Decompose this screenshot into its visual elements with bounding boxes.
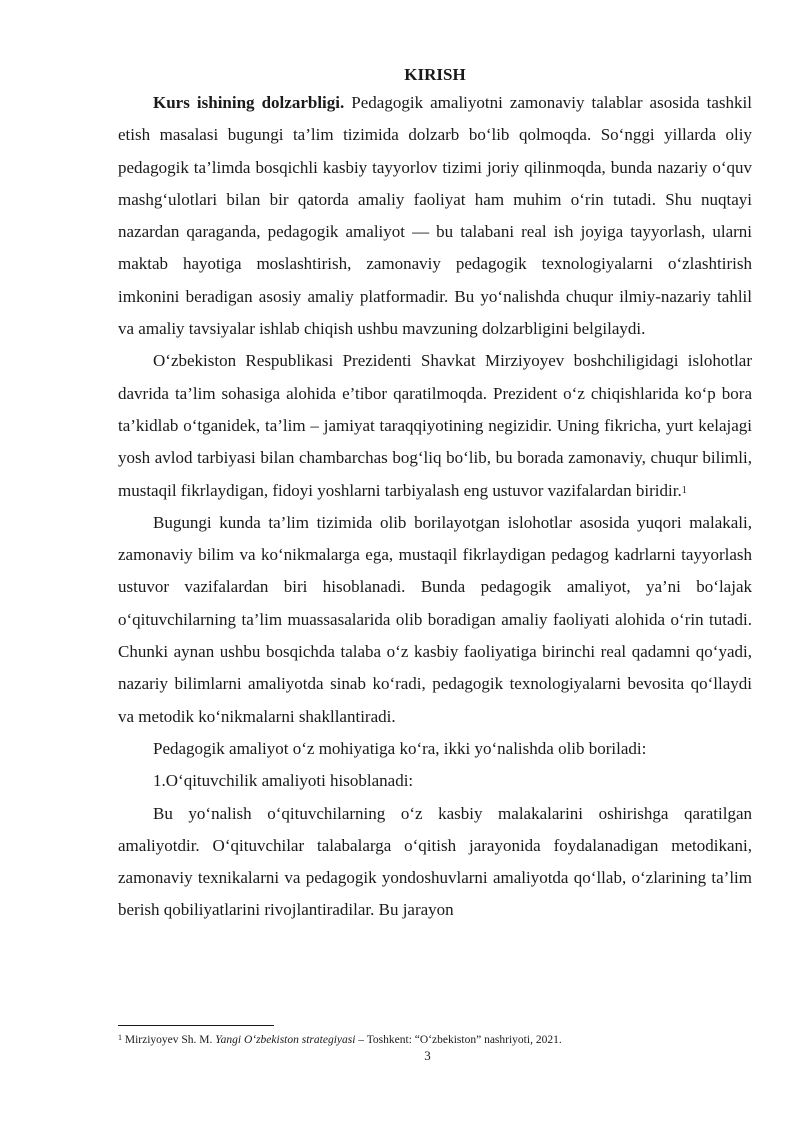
footnote-mark: 1 <box>118 1033 122 1042</box>
paragraph-teaching-practice: Bu yo‘nalish o‘qituvchilarning o‘z kasbiy malakalarini oshirishga qaratilgan amaliyotdir. O‘qituvchilar talabalarga o‘qitish jarayonida foydalanadigan metodikani, zamonaviy texnikalarni va pedagogik yondoshuvlarni amaliyotda qo‘llab, o‘zlarining ta’lim berish qobiliyatlarini rivojlantiradilar. Bu jarayon <box>118 803 752 920</box>
footnote-reference[interactable]: 1 <box>681 484 687 496</box>
footnote <box>118 1033 752 1047</box>
paragraph-text: Pedagogik amaliyotni zamonaviy talablar asosida tashkil etish masalasi bugungi ta’lim tizimida dolzarb bo‘lib qolmoqda. So‘nggi yillarda oliy pedagogik ta’limda bosqichli kasbiy tayyorlov tizimi joriy qilinmoqda, bunda nazariy o‘quv mashg‘ulotlari bilan bir qatorda amaliy faoliyat ham muhim o‘rin tutadi. Shu nuqtayi nazardan qaraganda, pedagogik amaliyot — bu talabani real ish joyiga tayyorlash, ularni maktab hayotiga moslashtirish, zamonaviy pedagogik texnologiyalarni o‘zlashtirish imkonini beradigan asosiy amaliy platformadir. Bu yo‘nalishda chuqur ilmiy-nazariy tahlil va amaliy tavsiyalar ishlab chiqish ushbu mavzuning dolzarbligini belgilaydi. <box>118 93 752 339</box>
footnote-author: Mirziyoyev Sh. M. <box>122 1034 216 1046</box>
page-title: KIRISH <box>404 65 466 84</box>
paragraph-relevance <box>118 87 752 345</box>
footnote-publisher: – Toshkent: “O‘zbekiston” nashriyoti, 2021. <box>355 1034 562 1046</box>
paragraph-president <box>118 345 752 506</box>
page-content <box>118 64 752 927</box>
footnote-divider <box>118 1025 274 1026</box>
paragraph-reforms: Bugungi kunda ta’lim tizimida olib borilayotgan islohotlar asosida yuqori malakali, zamonaviy bilim va ko‘nikmalarga ega, mustaqil fikrlaydigan pedagog kadrlarni tayyorlash ustuvor vazifalardan biri hisoblanadi. Bunda pedagogik amaliyot, ya’ni bo‘lajak o‘qituvchilarning ta’lim muassasalarida olib boradigan amaliy faoliyati alohida o‘rin tutadi. Chunki aynan ushbu bosqichda talaba o‘z kasbiy faoliyatiga birinchi real qadamni qo‘yadi, nazariy bilimlarni amaliyotda sinab ko‘radi, pedagogik texnologiyalarni bevosita qo‘llaydi va metodik ko‘nikmalarni shakllantiradi. <box>118 512 752 726</box>
document-body <box>118 87 752 927</box>
paragraph-lead: Kurs ishining dolzarbligi. <box>153 93 345 112</box>
paragraph-directions: Pedagogik amaliyot o‘z mohiyatiga ko‘ra, ikki yo‘nalishda olib boriladi: <box>153 738 647 758</box>
footnote-book-title: Yangi O‘zbekiston strategiyasi <box>215 1034 356 1046</box>
page-number: 3 <box>424 1048 431 1063</box>
paragraph-list-item-1: 1.O‘qituvchilik amaliyoti hisoblanadi: <box>153 771 414 791</box>
paragraph-text: O‘zbekiston Respublikasi Prezidenti Shavkat Mirziyoyev boshchiligidagi islohotlar davrida ta’lim sohasiga alohida e’tibor qaratilmoqda. Prezident o‘z chiqishlarida ko‘p bora ta’kidlab o‘tganidek, ta’lim – jamiyat taraqqiyotining negizidir. Uning fikricha, yurt kelajagi yosh avlod tarbiyasi bilan chambarchas bog‘liq bo‘lib, bu borada zamonaviy, chuqur bilimli, mustaqil fikrlaydigan, fidoyi yoshlarni tarbiyalash eng ustuvor vazifalardan biridir. <box>118 351 752 500</box>
